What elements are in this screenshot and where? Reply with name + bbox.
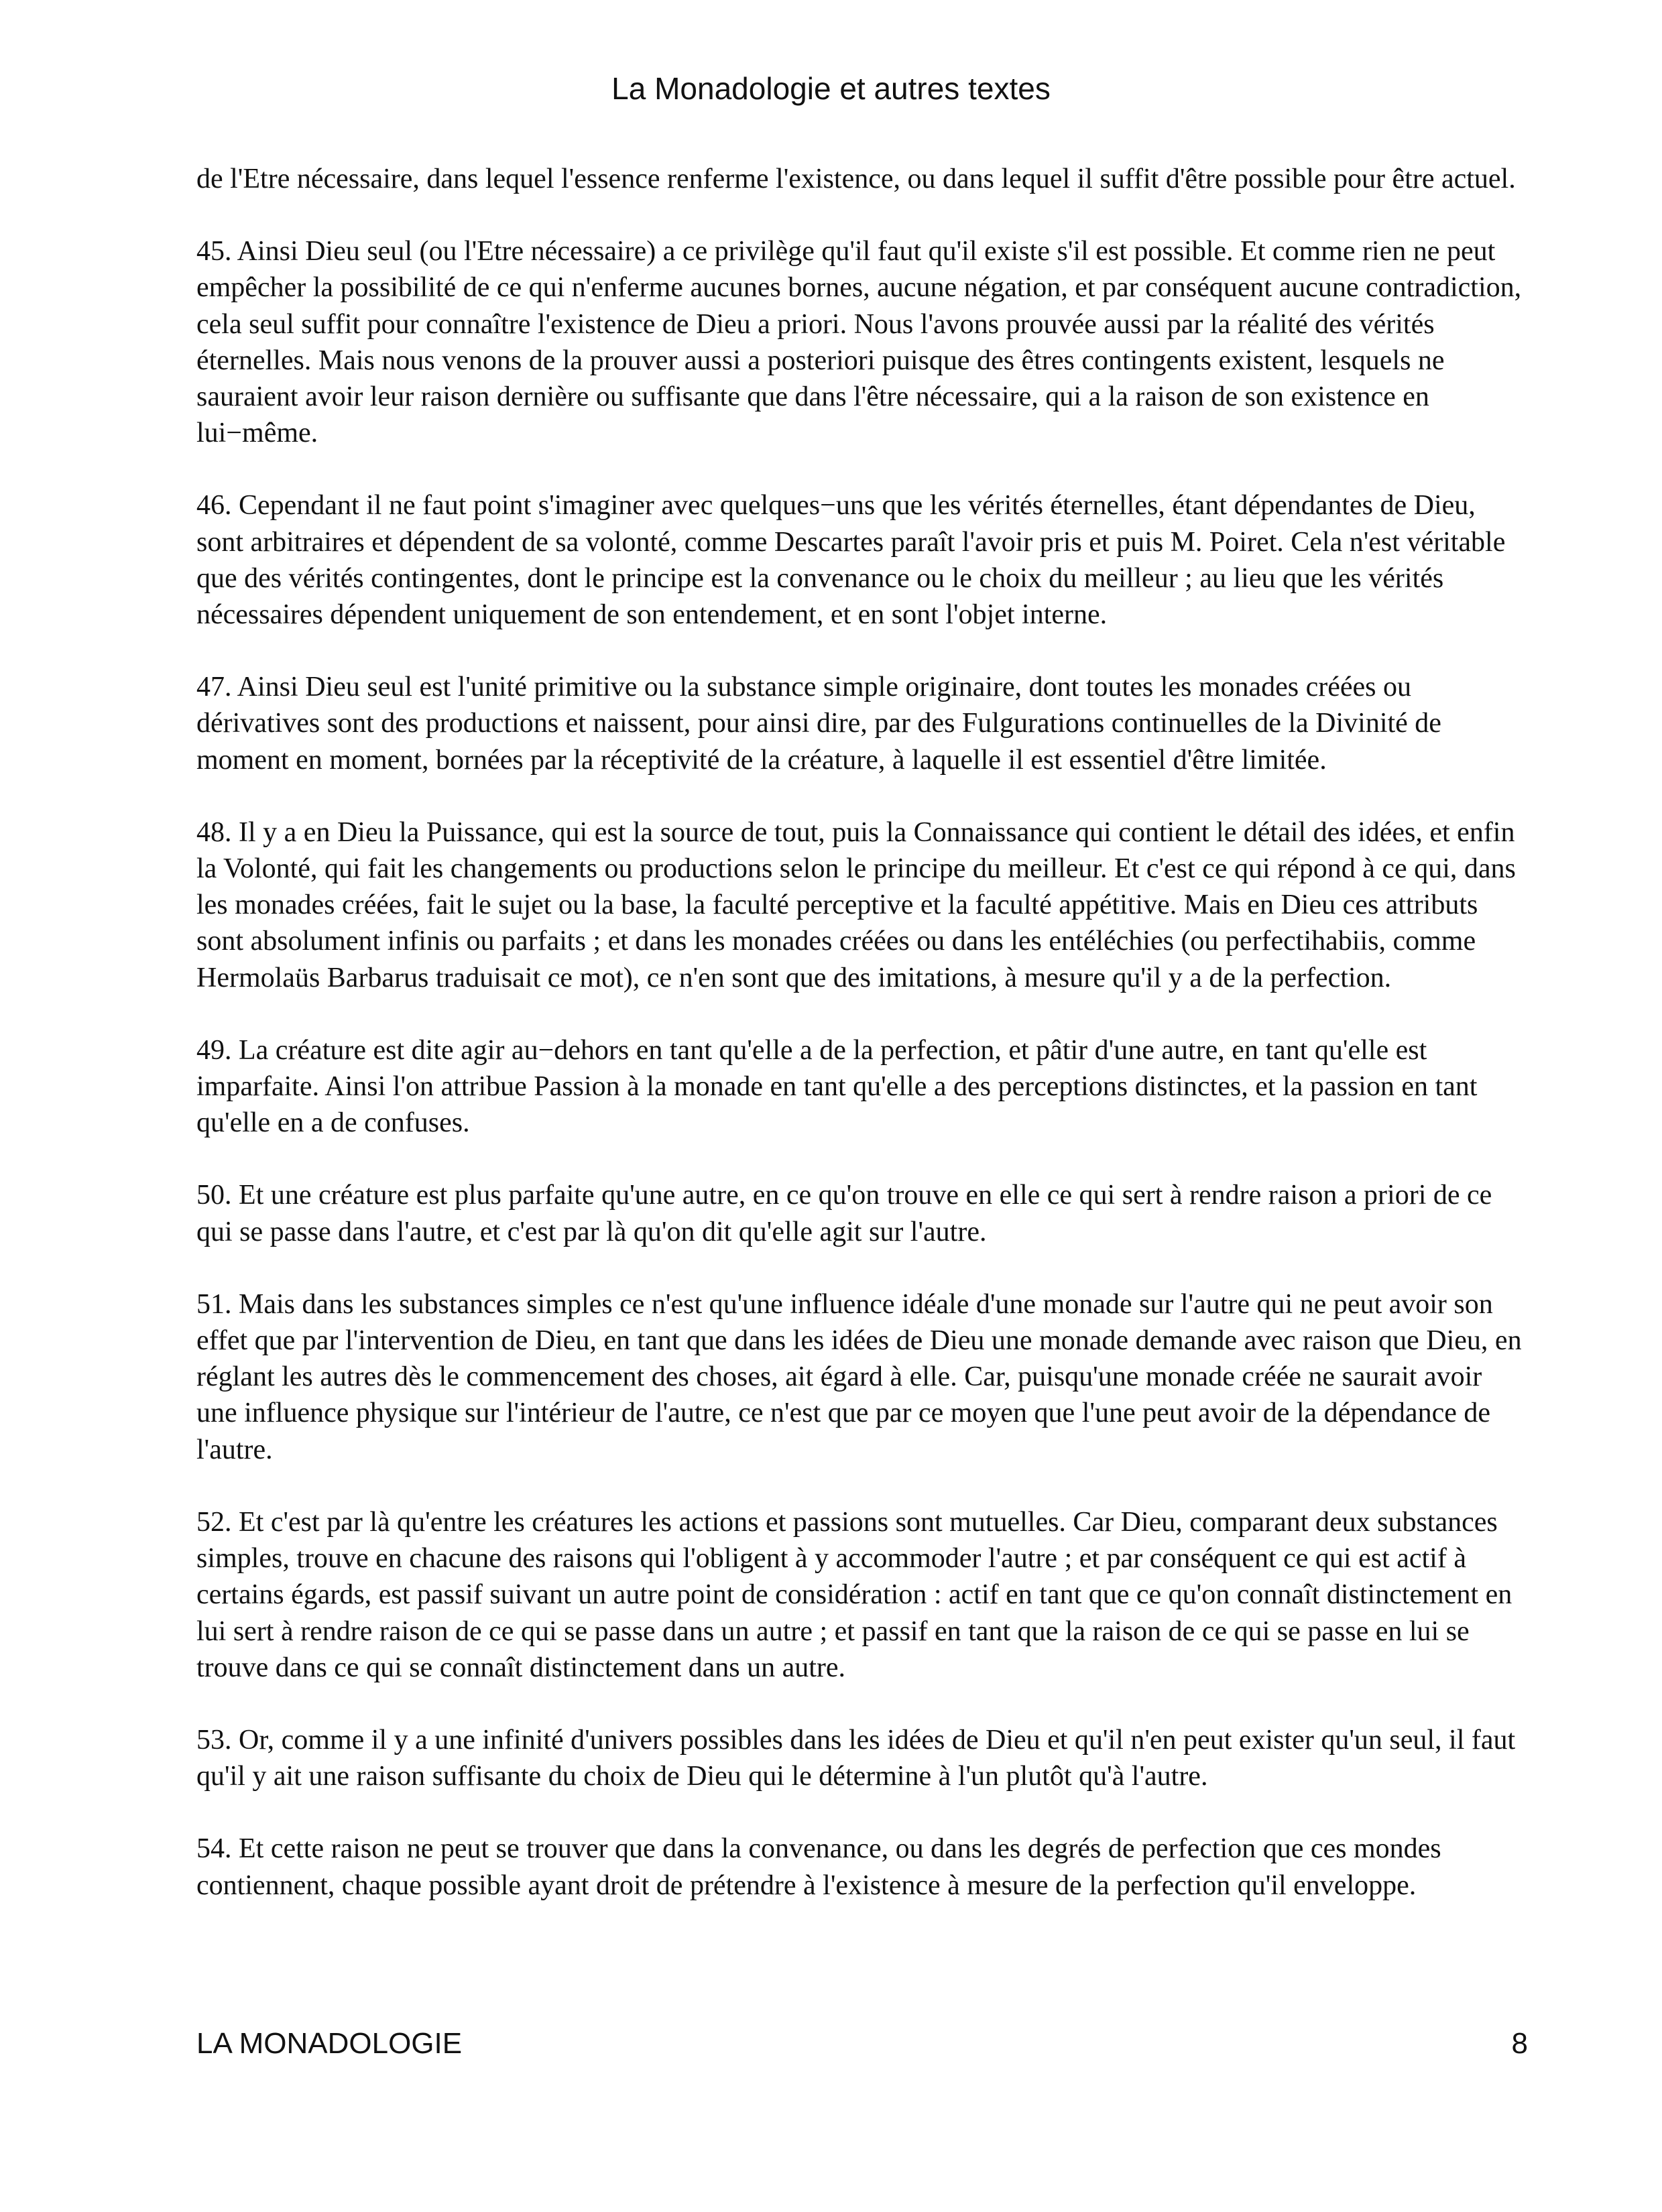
paragraph-continuation: de l'Etre nécessaire, dans lequel l'essence renferme l'existence, ou dans lequel il suffit d'être possible pour être actuel. (196, 164, 1516, 194)
paragraph-50: 50. Et une créature est plus parfaite qu'une autre, en ce qu'on trouve en elle ce qui sert à rendre raison a priori de ce qui se passe dans l'autre, et c'est par là qu'on dit qu'elle agit sur l'autre. (196, 1180, 1492, 1247)
body-text (196, 161, 1524, 1940)
paragraph-53: 53. Or, comme il y a une infinité d'univers possibles dans les idées de Dieu et qu'il n'en peut exister qu'un seul, il faut qu'il y ait une raison suffisante du choix de Dieu qui le détermine à l'un plutôt qu'à l'autre. (196, 1724, 1516, 1792)
paragraph-51: 51. Mais dans les substances simples ce n'est qu'une influence idéale d'une monade sur l'autre qui ne peut avoir son effet que par l'intervention de Dieu, en tant que dans les idées de Dieu une monade demande avec raison que Dieu, en réglant les autres dès le commencement des choses, ait égard à elle. Car, puisqu'une monade créée ne saurait avoir une influence physique sur l'intérieur de l'autre, ce n'est que par ce moyen que l'une peut avoir de la dépendance de l'autre. (196, 1288, 1522, 1465)
paragraph-54: 54. Et cette raison ne peut se trouver que dans la convenance, ou dans les degrés de perfection que ces mondes contiennent, chaque possible ayant droit de prétendre à l'existence à mesure de la perfection qu'il enveloppe. (196, 1833, 1441, 1901)
paragraph-52: 52. Et c'est par là qu'entre les créatures les actions et passions sont mutuelles. Car Dieu, comparant deux substances simples, trouve en chacune des raisons qui l'obligent à y accommoder l'autre ; et par conséquent ce qui est actif à certains égards, est passif suivant un autre point de considération : actif en tant que ce qu'on connaît distinctement en lui sert à rendre raison de ce qui se passe dans un autre ; et passif en tant que la raison de ce qui se passe en lui se trouve dans ce qui se connaît distinctement dans un autre. (196, 1506, 1512, 1683)
paragraph-46: 46. Cependant il ne faut point s'imaginer avec quelques−uns que les vérités éternelles, étant dépendantes de Dieu, sont arbitraires et dépendent de sa volonté, comme Descartes paraît l'avoir pris et puis M. Poiret. Cela n'est véritable que des vérités contingentes, dont le principe est la convenance ou le choix du meilleur ; au lieu que les vérités nécessaires dépendent uniquement de son entendement, et en sont l'objet interne. (196, 490, 1506, 631)
running-header: La Monadologie et autres textes (611, 71, 1051, 106)
paragraph-49: 49. La créature est dite agir au−dehors en tant qu'elle a de la perfection, et pâtir d'une autre, en tant qu'elle est imparfaite. Ainsi l'on attribue Passion à la monade en tant qu'elle a des perceptions distinctes, et la passion en tant qu'elle en a de confuses. (196, 1034, 1478, 1139)
paragraph-47: 47. Ainsi Dieu seul est l'unité primitive ou la substance simple originaire, dont toutes les monades créées ou dérivatives sont des productions et naissent, pour ainsi dire, par des Fulgurations continuelles de la Divinité de moment en moment, bornées par la réceptivité de la créature, à laquelle il est essentiel d'être limitée. (196, 672, 1441, 776)
paragraph-45: 45. Ainsi Dieu seul (ou l'Etre nécessaire) a ce privilège qu'il faut qu'il existe s'il est possible. Et comme rien ne peut empêcher la possibilité de ce qui n'enferme aucunes bornes, aucune négation, et par conséquent aucune contradiction, cela seul suffit pour connaître l'existence de Dieu a priori. Nous l'avons prouvée aussi par la réalité des vérités éternelles. Mais nous venons de la prouver aussi a posteriori puisque des êtres contingents existent, lesquels ne sauraient avoir leur raison dernière ou suffisante que dans l'être nécessaire, qui a la raison de son existence en lui−même. (196, 236, 1522, 449)
footer-section-title: LA MONADOLOGIE (196, 2027, 463, 2060)
paragraph-48: 48. Il y a en Dieu la Puissance, qui est la source de tout, puis la Connaissance qui contient le détail des idées, et enfin la Volonté, qui fait les changements ou productions selon le principe du meilleur. Et c'est ce qui répond à ce qui, dans les monades créées, fait le sujet ou la base, la faculté perceptive et la faculté appétitive. Mais en Dieu ces attributs sont absolument infinis ou parfaits ; et dans les monades créées ou dans les entéléchies (ou perfectihabiis, comme Hermolaüs Barbarus traduisait ce mot), ce n'en sont que des imitations, à mesure qu'il y a de la perfection. (196, 816, 1516, 993)
page-number: 8 (1511, 2027, 1528, 2060)
running-footer (196, 2024, 1528, 2063)
